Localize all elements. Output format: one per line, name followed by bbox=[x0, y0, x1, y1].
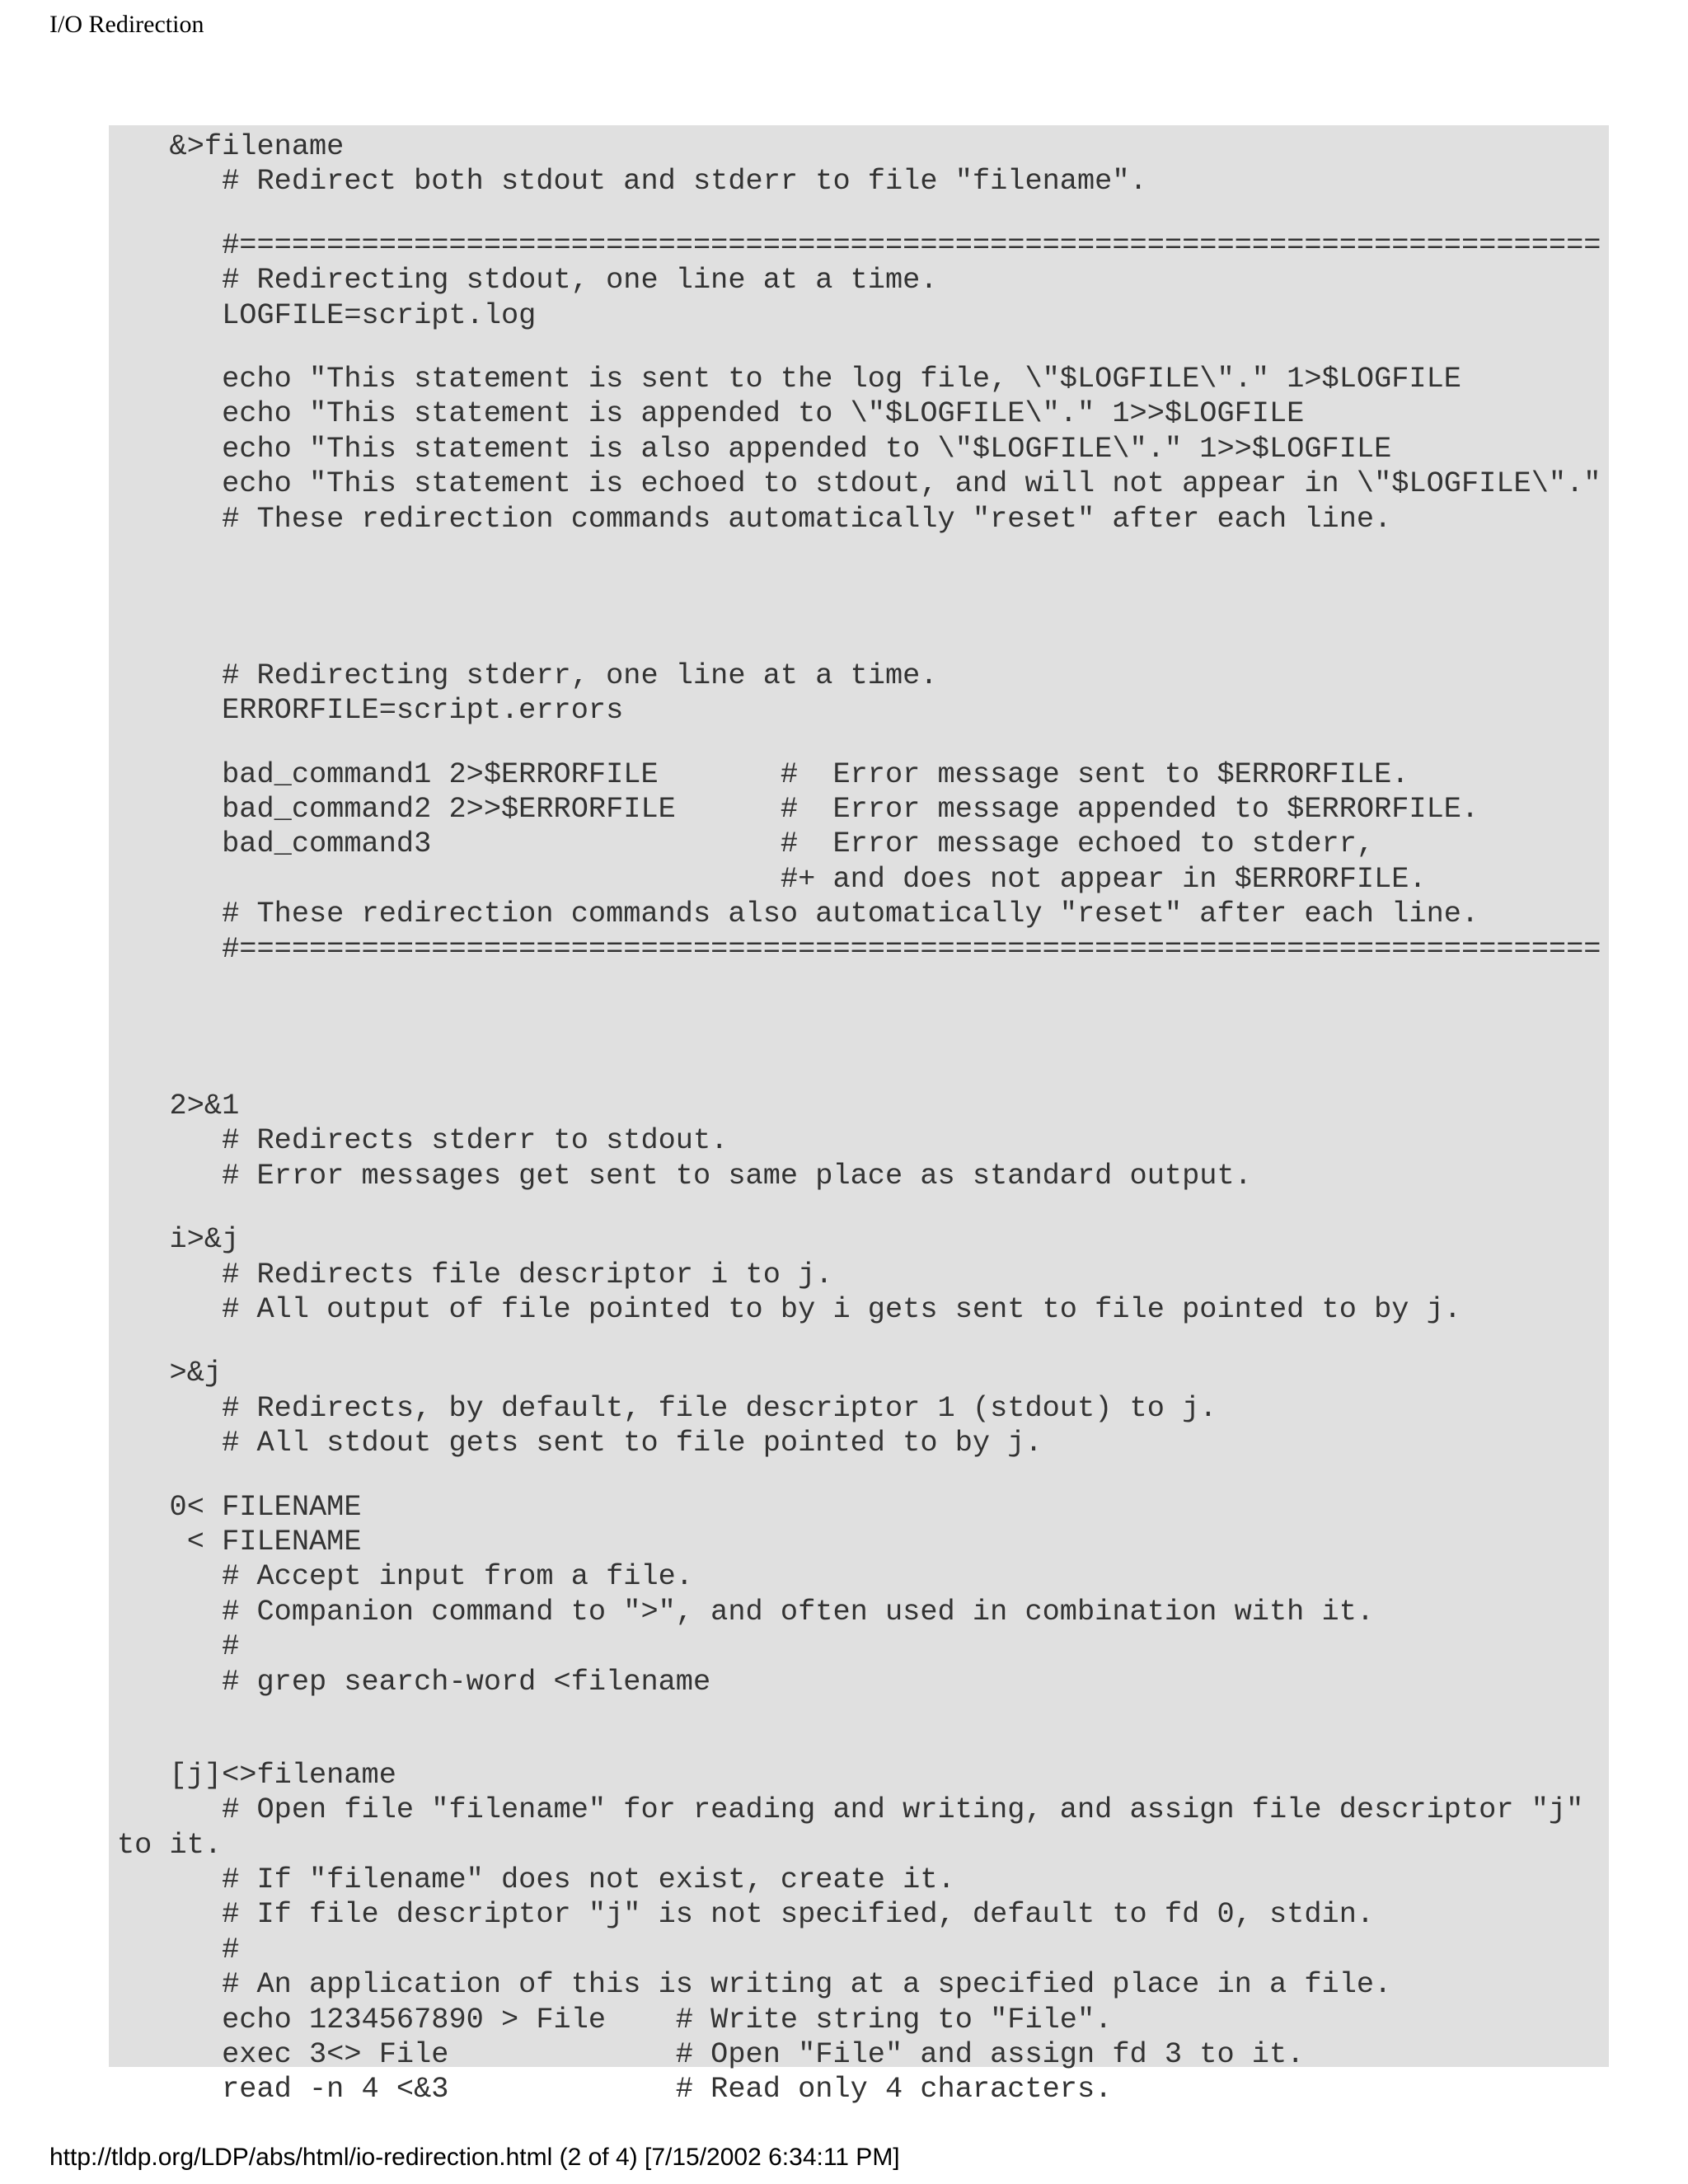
code-line: #============================================================================== bbox=[117, 932, 1601, 966]
code-listing bbox=[117, 129, 1601, 2107]
code-line bbox=[117, 1461, 1601, 1490]
code-line: # These redirection commands also automatically "reset" after each line. bbox=[117, 898, 1479, 931]
code-line: # Accept input from a file. bbox=[117, 1560, 693, 1594]
code-line bbox=[117, 199, 1601, 228]
code-line: ERRORFILE=script.errors bbox=[117, 694, 624, 728]
code-line: to it. bbox=[117, 1828, 223, 1862]
code-line: # grep search-word <filename bbox=[117, 1665, 711, 1699]
code-line bbox=[117, 729, 1601, 757]
code-line: # Error messages get sent to same place as standard output. bbox=[117, 1159, 1252, 1193]
code-line: 2>&1 bbox=[117, 1090, 240, 1123]
code-block bbox=[109, 125, 1609, 2107]
page-footer: http://tldp.org/LDP/abs/html/io-redirection.html (2 of 4) [7/15/2002 6:34:11 PM] bbox=[49, 2144, 900, 2171]
code-line: bad_command1 2>$ERRORFILE # Error message sent to $ERRORFILE. bbox=[117, 757, 1409, 791]
code-line: read -n 4 <&3 # Read only 4 characters. bbox=[117, 2073, 1113, 2107]
code-line: &>filename bbox=[117, 130, 345, 163]
code-line: # Redirect both stdout and stderr to file "filename". bbox=[117, 165, 1147, 199]
code-line: 0< FILENAME bbox=[117, 1490, 362, 1524]
code-line: < FILENAME bbox=[117, 1525, 362, 1558]
code-line: echo "This statement is echoed to stdout, and will not appear in \"$LOGFILE\"." bbox=[117, 467, 1601, 501]
code-line: # Redirects file descriptor i to j. bbox=[117, 1258, 833, 1291]
code-line: # bbox=[117, 1933, 240, 1966]
code-line: # Redirecting stdout, one line at a time. bbox=[117, 264, 938, 298]
code-line: echo 1234567890 > File # Write string to "File". bbox=[117, 2003, 1113, 2036]
code-line: # Companion command to ">", and often used in combination with it. bbox=[117, 1595, 1375, 1629]
code-line bbox=[117, 537, 1601, 658]
page-header: I/O Redirection bbox=[49, 11, 204, 38]
code-line: # All output of file pointed to by i gets sent to file pointed to by j. bbox=[117, 1292, 1461, 1326]
code-line: bad_command2 2>>$ERRORFILE # Error message appended to $ERRORFILE. bbox=[117, 793, 1479, 827]
code-line: # If file descriptor "j" is not specified, default to fd 0, stdin. bbox=[117, 1898, 1375, 1932]
code-line bbox=[117, 1699, 1601, 1758]
code-line: LOGFILE=script.log bbox=[117, 298, 537, 332]
code-line: echo "This statement is appended to \"$LOGFILE\"." 1>>$LOGFILE bbox=[117, 397, 1305, 431]
code-line: # Redirects, by default, file descriptor 1 (stdout) to j. bbox=[117, 1391, 1217, 1425]
code-line: >&j bbox=[117, 1357, 223, 1390]
code-line: # Open file "filename" for reading and writing, and assign file descriptor "j" bbox=[117, 1793, 1584, 1827]
code-line: exec 3<> File # Open "File" and assign fd 3 to it. bbox=[117, 2038, 1305, 2072]
code-line: bad_command3 # Error message echoed to stderr, bbox=[117, 827, 1375, 861]
code-line: # An application of this is writing at a specified place in a file. bbox=[117, 1968, 1392, 2002]
code-line bbox=[117, 333, 1601, 362]
code-line: # These redirection commands automatically "reset" after each line. bbox=[117, 502, 1392, 536]
code-line: # Redirecting stderr, one line at a time. bbox=[117, 658, 938, 692]
code-line: # If "filename" does not exist, create it. bbox=[117, 1863, 955, 1897]
code-line: echo "This statement is also appended to \"$LOGFILE\"." 1>>$LOGFILE bbox=[117, 432, 1392, 466]
code-line: # All stdout gets sent to file pointed to by j. bbox=[117, 1427, 1043, 1460]
code-line bbox=[117, 1327, 1601, 1356]
code-line bbox=[117, 967, 1601, 1089]
code-line: [j]<>filename bbox=[117, 1758, 396, 1792]
code-line bbox=[117, 1193, 1601, 1222]
code-line: # bbox=[117, 1630, 240, 1664]
code-line: echo "This statement is sent to the log file, \"$LOGFILE\"." 1>$LOGFILE bbox=[117, 362, 1461, 396]
code-line: i>&j bbox=[117, 1223, 240, 1257]
code-line: # Redirects stderr to stdout. bbox=[117, 1124, 729, 1158]
code-line: #============================================================================== bbox=[117, 228, 1601, 262]
code-line: #+ and does not appear in $ERRORFILE. bbox=[117, 862, 1427, 896]
